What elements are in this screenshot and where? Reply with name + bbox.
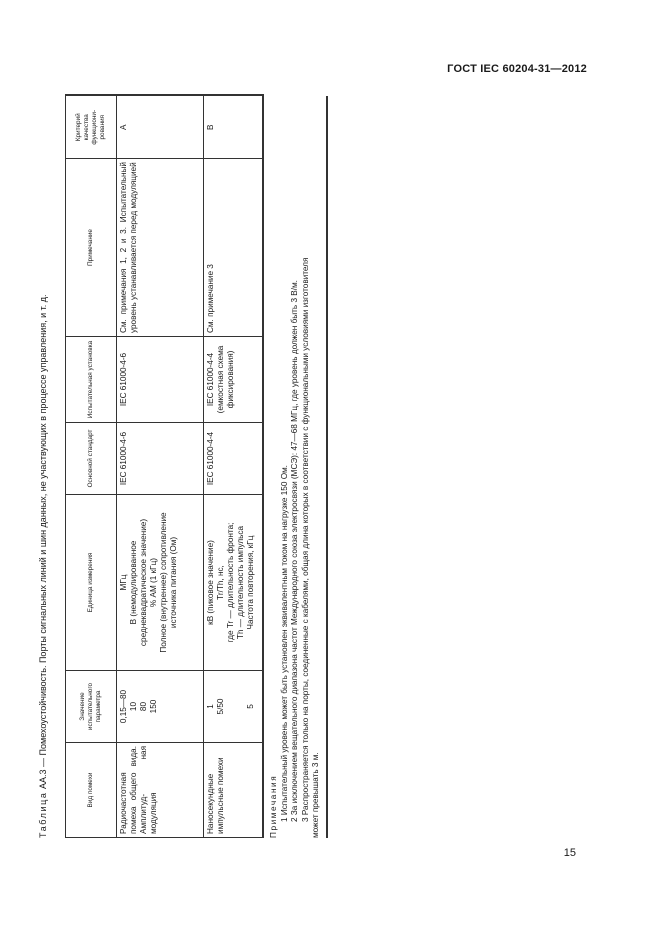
value-line: 1 <box>206 704 215 709</box>
note-item: 3 Распространяется только на порты, соединенные с кабелями, общая длина которых в соответствии с функциональными условиями изготовителя <box>300 257 310 822</box>
table-caption-text: АА.3 — Помехоустойчивость. Порты сигнальных линий и шин данных, не участвующих в процессе управления, и т. д. <box>38 294 48 789</box>
note-item-continuation: может превышать 3 м. <box>311 752 320 838</box>
value-line <box>226 674 236 739</box>
table-header-row <box>66 96 117 838</box>
cell-standard: IEC 61000-4-4 <box>204 423 264 495</box>
cell-units <box>117 495 204 671</box>
cell-criterion: A <box>117 96 204 159</box>
col-header-setup: Испытательная установка <box>66 337 117 423</box>
value-line: 150 <box>149 699 158 714</box>
col-header-unit: Единица измерения <box>66 495 117 671</box>
document-header: ГОСТ IEC 60204-31—2012 <box>447 63 587 75</box>
unit-line: кВ (пиковое значение) <box>206 540 215 625</box>
value-line: 5 <box>246 704 255 709</box>
unit-line: В (немодулированное среднеквадратическое значение) <box>129 518 148 647</box>
note-item: 1 Испытательный уровень может быть установлен эквивалентным током на нагрузке 150 Ом. <box>279 465 289 822</box>
unit-line: Полное (внутреннее) сопротивление источника питания (Ом) <box>159 512 178 653</box>
unit-line: МГц <box>119 574 128 591</box>
cell-standard: IEC 61000-4-6 <box>117 423 204 495</box>
value-line: 10 <box>129 701 138 712</box>
value-line: 5/50 <box>216 698 225 715</box>
table-notes <box>269 96 322 838</box>
col-header-note: Примечание <box>66 159 117 337</box>
immunity-table <box>65 95 264 839</box>
value-line: 80 <box>139 701 148 712</box>
cell-note: См. примечание 3 <box>204 159 264 337</box>
unit-line: Th — длительность импульса <box>236 525 245 640</box>
cell-units <box>204 495 264 671</box>
cell-criterion: B <box>204 96 264 159</box>
table-caption <box>38 294 48 838</box>
table-row <box>117 96 204 838</box>
cell-values <box>117 671 204 743</box>
page-number: 15 <box>563 847 576 859</box>
col-header-type: Вид помехи <box>66 743 117 838</box>
cell-setup: IEC 61000-4-6 <box>117 337 204 423</box>
cell-setup: IEC 61000-4-4 (емкостная схема фиксирования) <box>204 337 264 423</box>
note-item: 2 За исключением вещательного диапазона частот Международного союза электросвязи (МСЭ): 47—68 МГц, где уровень должен быть 3 В/м. <box>290 280 299 822</box>
notes-bottom-border <box>326 96 328 838</box>
unit-line: % АМ (1 кГц) <box>149 557 158 608</box>
col-header-standard: Основной стандарт <box>66 423 117 495</box>
table-caption-label: Таблица <box>38 791 48 838</box>
value-line: 0,15—80 <box>119 689 128 724</box>
unit-line: Частота повторения, кГц <box>246 535 255 630</box>
unit-line: Tr/Th, нс, <box>216 565 225 600</box>
cell-type: Радиочастотная помеха общего вида. Амплитуд- ная модуляция <box>117 743 204 838</box>
table-row <box>204 96 264 838</box>
col-header-value: Значение испытательного параметра <box>66 671 117 743</box>
unit-line: где Tr — длительность фронта; <box>226 522 235 643</box>
notes-title: Примечания <box>269 774 278 838</box>
cell-note: См. примечания 1, 2 и 3. Испытательный уровень устанавливается перед модуляцией <box>117 159 204 337</box>
col-header-criterion: Критерий качества функциони- рования <box>66 96 117 159</box>
cell-values <box>204 671 264 743</box>
rotated-table-block <box>38 96 338 838</box>
cell-type: Наносекундные импульсные помехи <box>204 743 264 838</box>
